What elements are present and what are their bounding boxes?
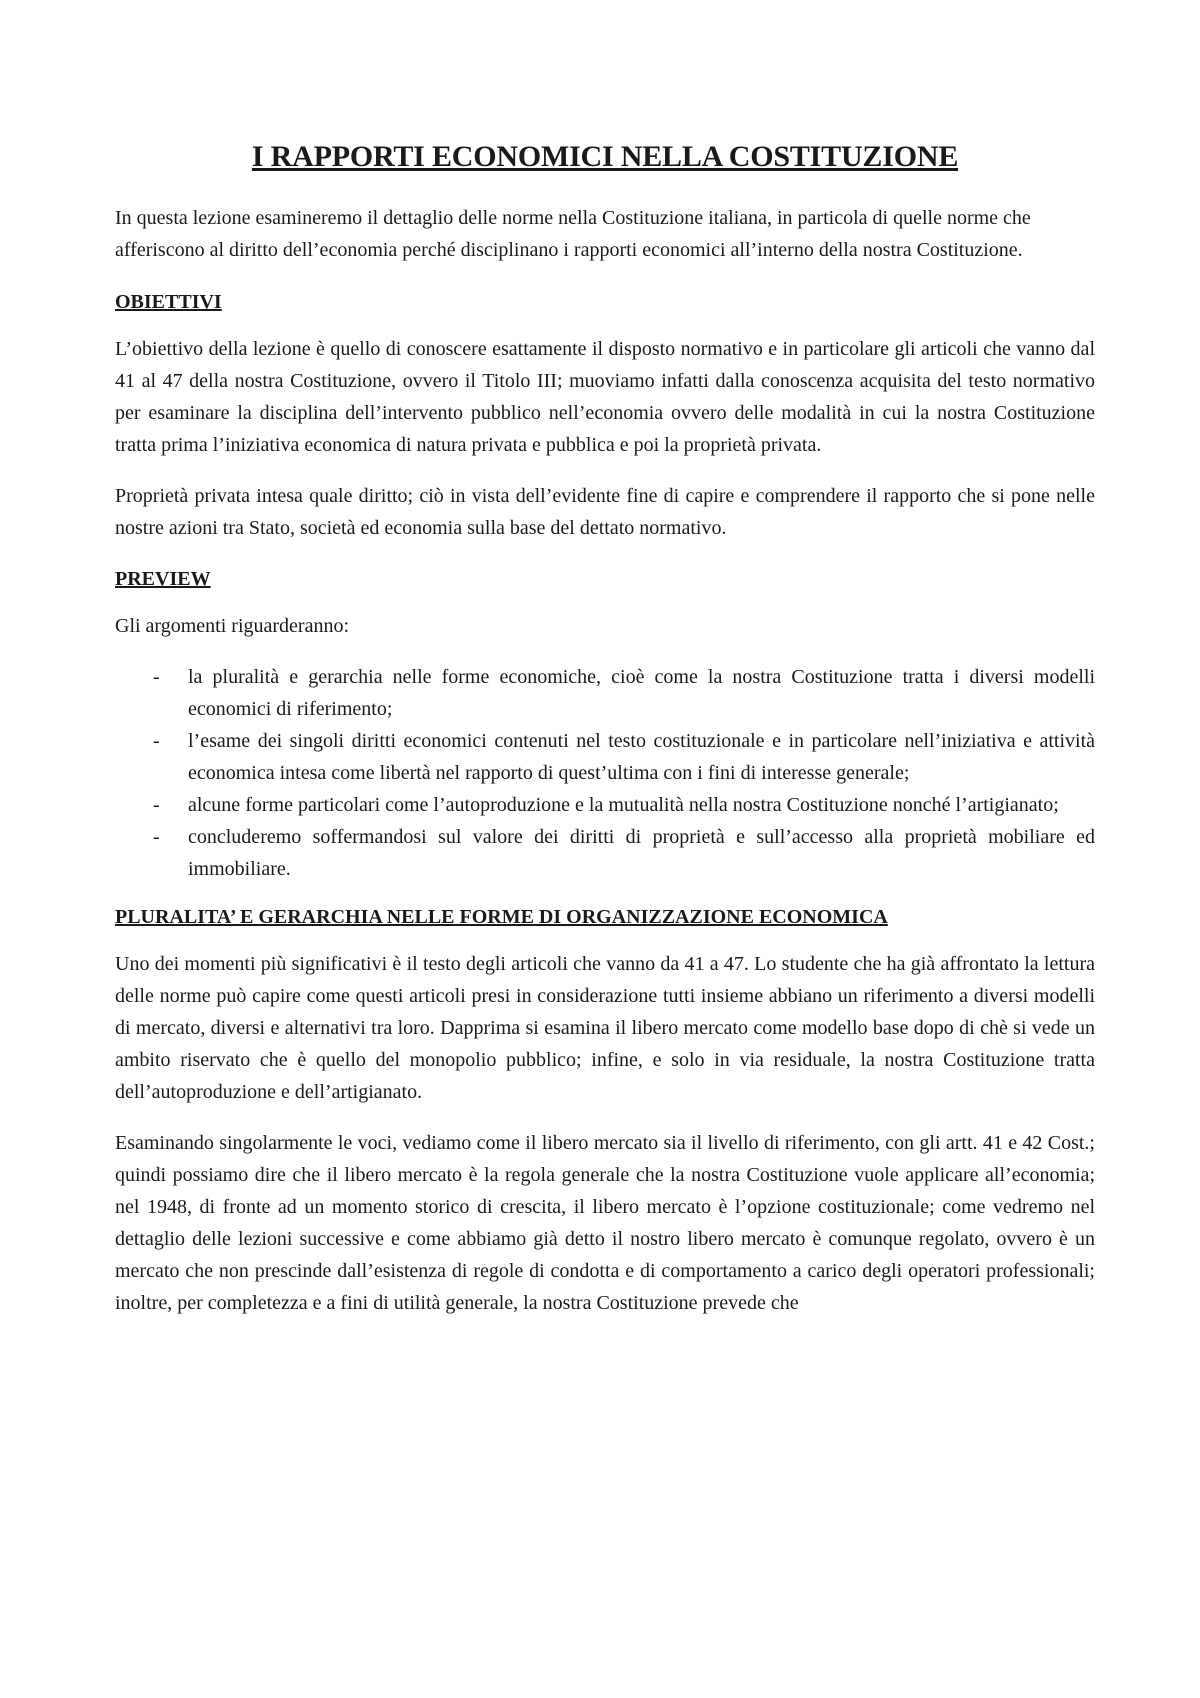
- obiettivi-paragraph-2: Proprietà privata intesa quale diritto; ciò in vista dell’evidente fine di capire e comprendere il rapporto che si pone nelle nostre azioni tra Stato, società ed economia sulla base del dettato normativo.: [115, 485, 1095, 539]
- intro-paragraph: In questa lezione esamineremo il dettaglio delle norme nella Costituzione italiana, in particola di quelle norme che afferiscono al diritto dell’economia perché disciplinano i rapporti economici all’interno della nostra Costituzione.: [115, 207, 1031, 261]
- list-item-text: la pluralità e gerarchia nelle forme economiche, cioè come la nostra Costituzione tratta i diversi modelli economici di riferimento;: [188, 666, 1095, 720]
- pluralita-paragraph-2: Esaminando singolarmente le voci, vediamo come il libero mercato sia il livello di riferimento, con gli artt. 41 e 42 Cost.; quindi possiamo dire che il libero mercato è la regola generale che la nostra Costituzione vuole applicare all’economia; nel 1948, di fronte ad un momento storico di crescita, il libero mercato è l’opzione costituzionale; come vedremo nel dettaglio delle lezioni successive e come abbiamo già detto il nostro libero mercato è comunque regolato, ovvero è un mercato che non prescinde dall’esistenza di regole di condotta e di comportamento a carico degli operatori professionali; inoltre, per completezza e a fini di utilità generale, la nostra Costituzione prevede che: [115, 1132, 1095, 1314]
- list-item: [115, 821, 1095, 885]
- preview-list: [115, 661, 1095, 885]
- bullet-dash: -: [153, 826, 160, 848]
- document-title: I RAPPORTI ECONOMICI NELLA COSTITUZIONE: [251, 140, 959, 173]
- heading-preview: PREVIEW: [115, 568, 211, 590]
- list-item: [115, 789, 1095, 821]
- list-item: [115, 725, 1095, 789]
- pluralita-paragraph-1: Uno dei momenti più significativi è il testo degli articoli che vanno da 41 a 47. Lo studente che ha già affrontato la lettura delle norme può capire come questi articoli presi in considerazione tutti insieme abbiano un riferimento a diversi modelli di mercato, diversi e alternativi tra loro. Dapprima si esamina il libero mercato come modello base dopo di chè si vede un ambito riservato che è quello del monopolio pubblico; infine, e solo in via residuale, la nostra Costituzione tratta dell’autoproduzione e dell’artigianato.: [115, 953, 1095, 1103]
- list-item-text: l’esame dei singoli diritti economici contenuti nel testo costituzionale e in particolare nell’iniziativa e attività economica intesa come libertà nel rapporto di quest’ultima con i fini di interesse generale;: [188, 730, 1095, 784]
- bullet-dash: -: [153, 794, 160, 816]
- heading-pluralita: PLURALITA’ E GERARCHIA NELLE FORME DI ORGANIZZAZIONE ECONOMICA: [115, 906, 888, 928]
- list-item-text: concluderemo soffermandosi sul valore dei diritti di proprietà e sull’accesso alla proprietà mobiliare ed immobiliare.: [188, 826, 1095, 880]
- bullet-dash: -: [153, 730, 160, 752]
- heading-obiettivi: OBIETTIVI: [115, 291, 222, 313]
- bullet-dash: -: [153, 666, 160, 688]
- preview-lead: Gli argomenti riguarderanno:: [115, 615, 350, 637]
- list-item: [115, 661, 1095, 725]
- obiettivi-paragraph-1: L’obiettivo della lezione è quello di conoscere esattamente il disposto normativo e in particolare gli articoli che vanno dal 41 al 47 della nostra Costituzione, ovvero il Titolo III; muoviamo infatti dalla conoscenza acquisita del testo normativo per esaminare la disciplina dell’intervento pubblico nell’economia ovvero delle modalità in cui la nostra Costituzione tratta prima l’iniziativa economica di natura privata e pubblica e poi la proprietà privata.: [115, 338, 1095, 456]
- document-page: [115, 140, 1095, 1319]
- list-item-text: alcune forme particolari come l’autoproduzione e la mutualità nella nostra Costituzione nonché l’artigianato;: [188, 794, 1059, 816]
